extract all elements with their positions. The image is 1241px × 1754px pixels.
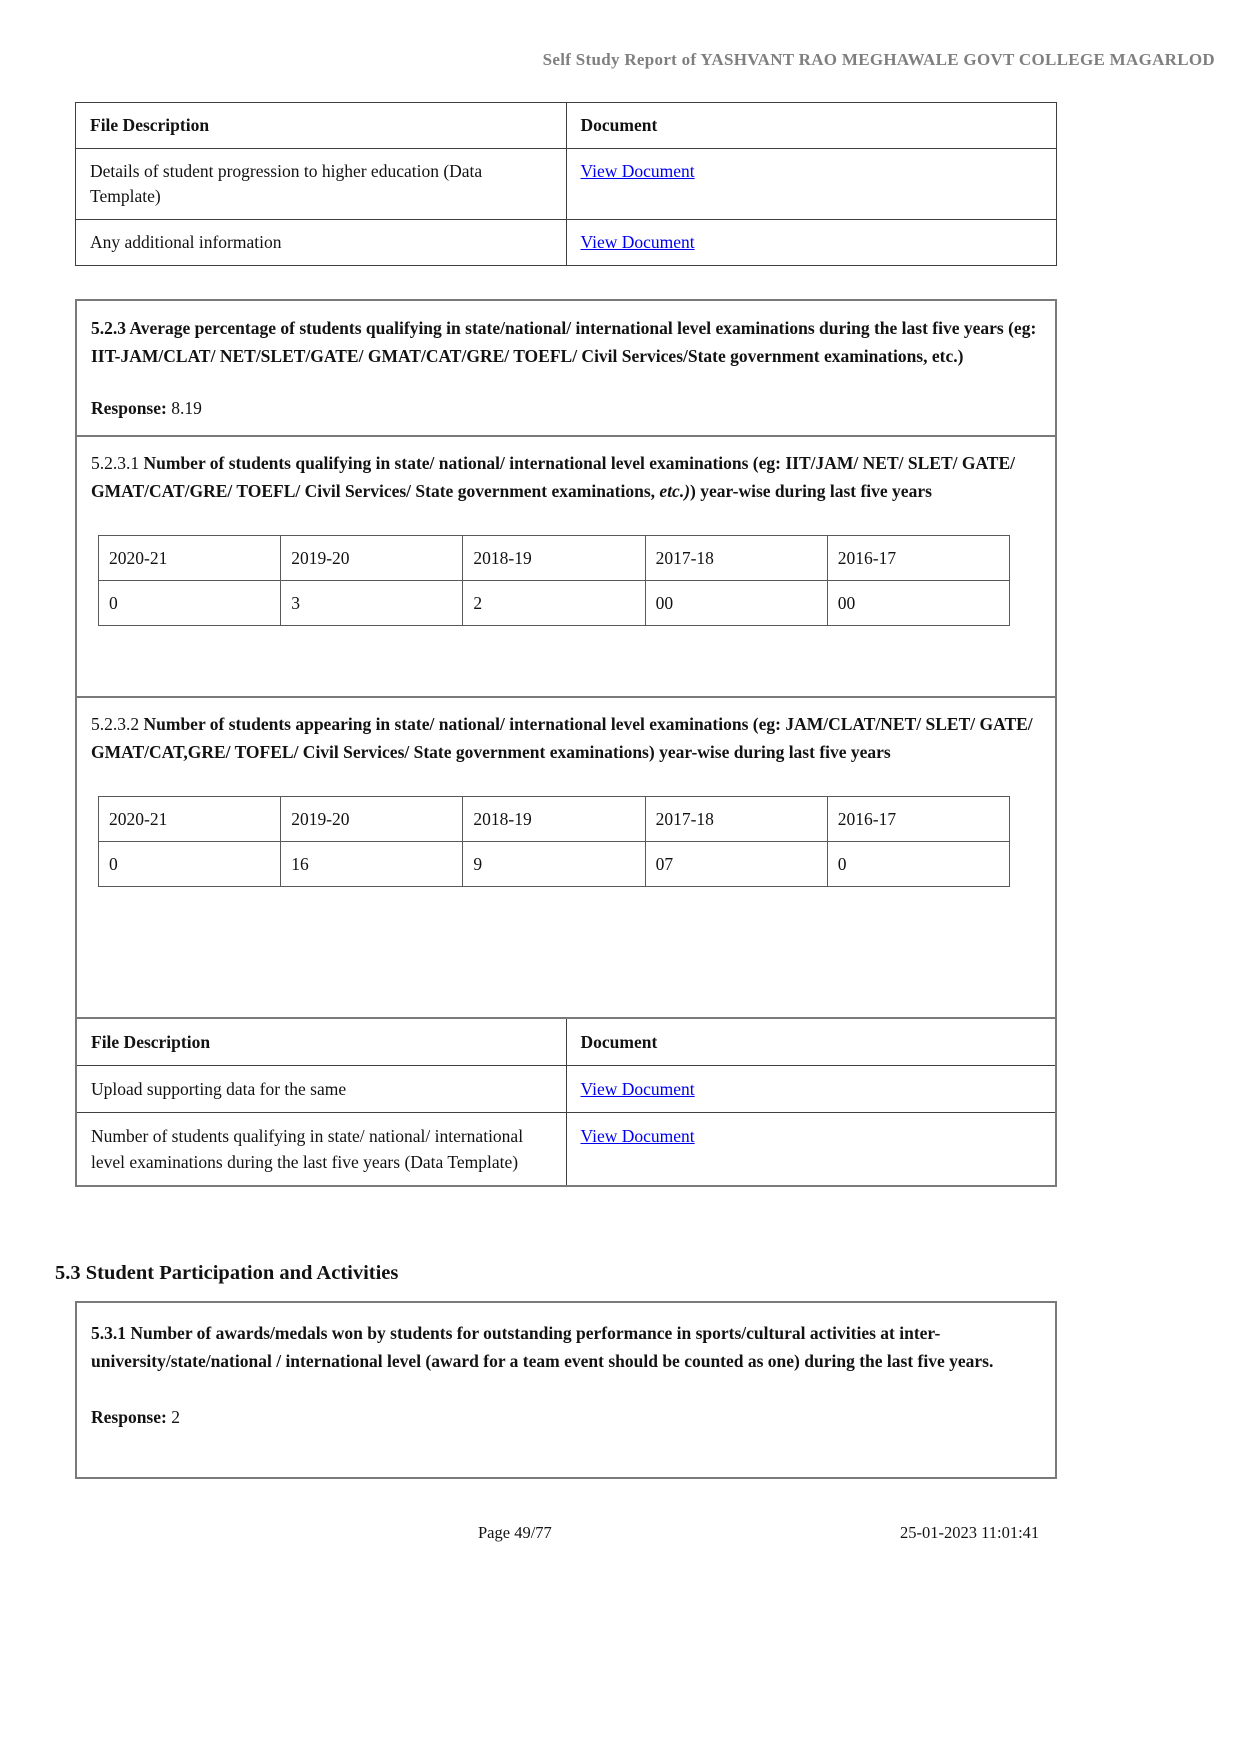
document-header: Document [566, 1019, 1055, 1066]
year-cell: 2017-18 [645, 797, 827, 842]
file-description-header: File Description [77, 1019, 566, 1066]
response-value: 2 [171, 1407, 180, 1427]
section-5-2-3-1-block [77, 435, 1055, 696]
value-cell: 00 [827, 581, 1009, 626]
section-5-3-1-box [75, 1301, 1057, 1479]
document-header: Document [566, 103, 1057, 149]
sub-section-title-text: Number of students qualifying in state/ national/ international level examinations (eg: IIT/JAM/ NET/ SLET/ GATE/ GMAT/CAT/GRE/ TOEFL/ Civil Services/ State government examinations, [91, 453, 1016, 501]
value-row [99, 581, 1010, 626]
value-cell: 9 [463, 842, 645, 887]
file-description-header: File Description [76, 103, 567, 149]
sub-section-number: 5.2.3.2 [91, 714, 140, 734]
appearing-students-year-table [98, 796, 1010, 887]
document-cell [566, 149, 1057, 220]
sub-section-number: 5.2.3.1 [91, 453, 140, 473]
value-cell: 0 [99, 842, 281, 887]
section-5-2-3-box [75, 299, 1057, 1187]
year-cell: 2019-20 [281, 797, 463, 842]
view-document-link[interactable]: View Document [580, 1079, 695, 1099]
sub-section-title-text: ) year-wise during last five years [690, 481, 932, 501]
year-cell: 2016-17 [827, 536, 1009, 581]
section-5-2-3-2-block [77, 696, 1055, 1017]
value-row [99, 842, 1010, 887]
year-cell: 2020-21 [99, 797, 281, 842]
view-document-link[interactable]: View Document [580, 1126, 695, 1146]
table-row [76, 220, 1057, 266]
response-label: Response: [91, 398, 167, 418]
view-document-link[interactable]: View Document [580, 161, 695, 181]
year-cell: 2018-19 [463, 536, 645, 581]
year-header-row [99, 536, 1010, 581]
footer-timestamp: 25-01-2023 11:01:41 [900, 1523, 1040, 1542]
value-cell: 16 [281, 842, 463, 887]
section-5-2-3-title-block [77, 301, 1055, 435]
table-header-row [77, 1019, 1055, 1066]
page-number: Page 49/77 [478, 1523, 552, 1542]
view-document-link[interactable]: View Document [580, 232, 695, 252]
table-row [77, 1066, 1055, 1113]
document-cell [566, 1066, 1055, 1113]
section-5-2-3-file-table-wrap [77, 1017, 1055, 1185]
value-cell: 07 [645, 842, 827, 887]
file-description-cell: Details of student progression to higher education (Data Template) [76, 149, 567, 220]
top-file-table [75, 102, 1057, 266]
section-5-3-heading: 5.3 Student Participation and Activities [55, 1262, 399, 1284]
section-5-3-1-title: 5.3.1 Number of awards/medals won by students for outstanding performance in sports/cultural activities at inter-university/state/national / international level (award for a team event should be counted as one) during the last five years. [91, 1323, 994, 1371]
section-5-2-3-2-title [91, 710, 1041, 766]
response-label: Response: [91, 1407, 167, 1427]
response-value: 8.19 [171, 398, 202, 418]
year-cell: 2018-19 [463, 797, 645, 842]
response-line [91, 1405, 1041, 1429]
year-cell: 2019-20 [281, 536, 463, 581]
sub-section-title-italic: etc.) [659, 481, 691, 501]
document-cell [566, 220, 1057, 266]
table-row [77, 1113, 1055, 1186]
year-cell: 2016-17 [827, 797, 1009, 842]
file-description-cell: Number of students qualifying in state/ national/ international level examinations during the last five years (Data Template) [77, 1113, 566, 1186]
page-footer [0, 1523, 1241, 1547]
file-description-cell: Upload supporting data for the same [77, 1066, 566, 1113]
value-cell: 00 [645, 581, 827, 626]
value-cell: 3 [281, 581, 463, 626]
report-header-title: Self Study Report of YASHVANT RAO MEGHAWALE GOVT COLLEGE MAGARLOD [542, 50, 1215, 69]
value-cell: 0 [827, 842, 1009, 887]
qualifying-students-year-table [98, 535, 1010, 626]
document-cell [566, 1113, 1055, 1186]
file-description-cell: Any additional information [76, 220, 567, 266]
year-cell: 2020-21 [99, 536, 281, 581]
response-line [91, 396, 1041, 420]
section-5-2-3-file-table [77, 1019, 1055, 1185]
year-header-row [99, 797, 1010, 842]
table-header-row [76, 103, 1057, 149]
year-cell: 2017-18 [645, 536, 827, 581]
value-cell: 0 [99, 581, 281, 626]
section-5-2-3-title: 5.2.3 Average percentage of students qualifying in state/national/ international level examinations during the last five years (eg: IIT-JAM/CLAT/ NET/SLET/GATE/ GMAT/CAT/GRE/ TOEFL/ Civil Services/State government examinations, etc.) [91, 318, 1037, 366]
value-cell: 2 [463, 581, 645, 626]
sub-section-title-text: Number of students appearing in state/ national/ international level examinations (eg: JAM/CLAT/NET/ SLET/ GATE/ GMAT/CAT,GRE/ TOFEL/ Civil Services/ State government examinations) year-wise during last five years [91, 714, 1033, 762]
table-row [76, 149, 1057, 220]
section-5-2-3-1-title [91, 449, 1041, 505]
